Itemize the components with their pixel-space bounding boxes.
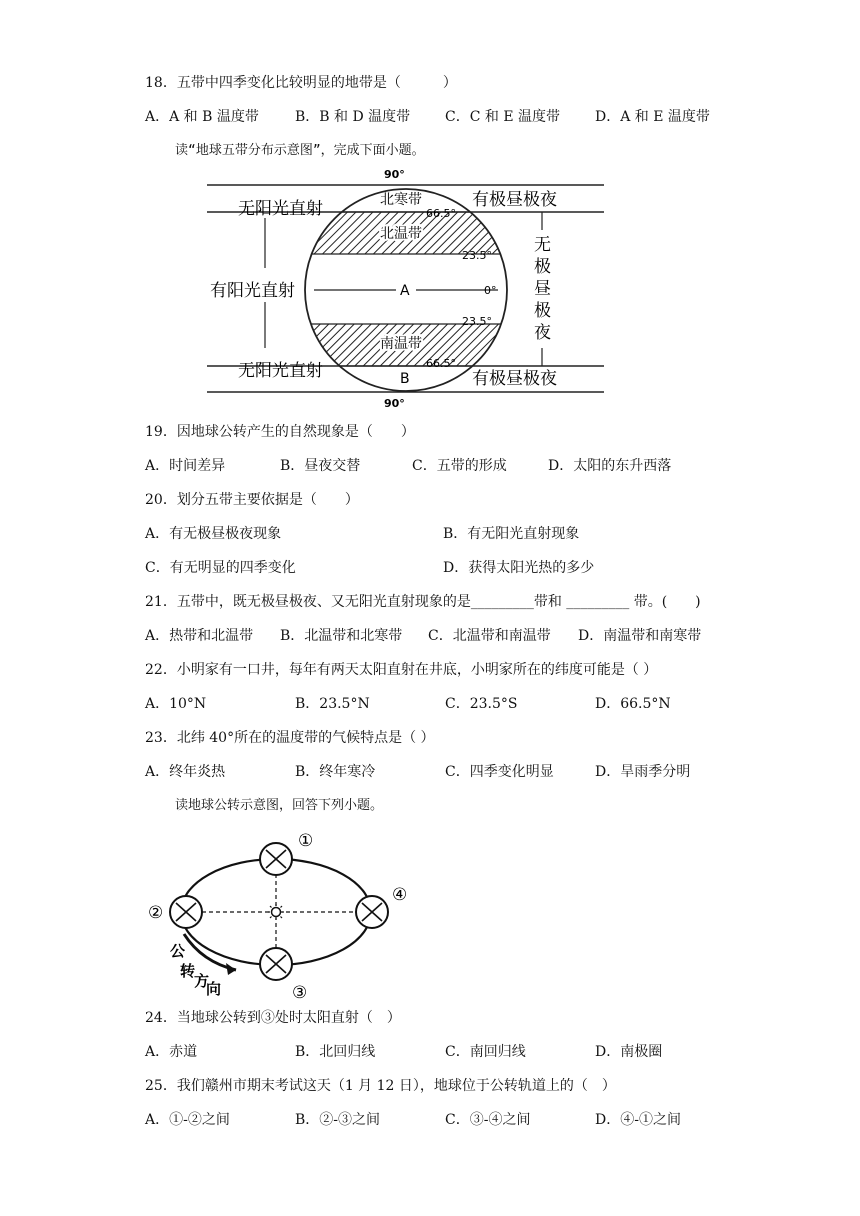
q21-option-c[interactable]: C．北温带和南温带 [428, 628, 551, 644]
q21-option-d[interactable]: D．南温带和南寒带 [578, 628, 702, 644]
right-mid-char-2: 极 [534, 257, 551, 277]
north-temperate-label: 北温带 [380, 226, 422, 242]
left-label-mid: 有阳光直射 [210, 281, 295, 301]
intro-revolution: 读地球公转示意图，回答下列小题。 [175, 798, 384, 813]
label-position-2: ② [148, 903, 164, 923]
deg-66-5-south: 66.5° [426, 357, 456, 370]
q24-option-d[interactable]: D．南极圈 [595, 1044, 663, 1060]
q18-option-c[interactable]: C．C 和 E 温度带 [445, 109, 560, 125]
direction-char-2: 转 [180, 962, 196, 980]
q22-option-c[interactable]: C．23.5°S [445, 696, 518, 712]
q20-option-c[interactable]: C．有无明显的四季变化 [145, 560, 296, 576]
q20-option-b[interactable]: B．有无阳光直射现象 [443, 526, 580, 542]
q25-stem: 25．我们赣州市期末考试这天（1 月 12 日），地球位于公转轨道上的（ ） [145, 1078, 616, 1094]
q18-stem: 18．五带中四季变化比较明显的地带是（ ） [145, 75, 457, 91]
deg-23-5-south: 23.5° [462, 315, 492, 328]
q19-option-b[interactable]: B．昼夜交替 [280, 458, 361, 474]
south-temperate-label: 南温带 [380, 336, 422, 352]
q20-option-a[interactable]: A．有无极昼极夜现象 [145, 526, 282, 542]
q22-option-a[interactable]: A．10°N [145, 696, 207, 712]
q19-option-c[interactable]: C．五带的形成 [412, 458, 507, 474]
q22-option-d[interactable]: D．66.5°N [595, 696, 671, 712]
q23-option-c[interactable]: C．四季变化明显 [445, 764, 554, 780]
deg-23-5-north: 23.5° [462, 249, 492, 262]
q24-option-c[interactable]: C．南回归线 [445, 1044, 526, 1060]
right-label-top: 有极昼极夜 [472, 190, 557, 210]
label-position-1: ① [298, 831, 314, 851]
q25-option-c[interactable]: C．③-④之间 [445, 1112, 531, 1128]
q22-stem: 22．小明家有一口井，每年有两天太阳直射在井底，小明家所在的纬度可能是（ ） [145, 662, 658, 678]
q24-option-b[interactable]: B．北回归线 [295, 1044, 376, 1060]
label-A: A [400, 283, 410, 299]
direction-char-4: 向 [206, 980, 222, 998]
left-label-top: 无阳光直射 [238, 199, 323, 219]
q24-option-a[interactable]: A．赤道 [145, 1044, 198, 1060]
q23-option-d[interactable]: D．旱雨季分明 [595, 764, 691, 780]
q19-option-a[interactable]: A．时间差异 [145, 458, 226, 474]
q25-option-b[interactable]: B．②-③之间 [295, 1112, 381, 1128]
intro-five-zones: 读“地球五带分布示意图”，完成下面小题。 [175, 143, 425, 158]
q23-option-b[interactable]: B．终年寒冷 [295, 764, 376, 780]
direction-char-3: 方 [194, 972, 210, 990]
q25-option-a[interactable]: A．①-②之间 [145, 1112, 230, 1128]
five-zones-diagram [0, 160, 860, 420]
fig1-bottom-degree: 90° [384, 397, 405, 410]
q21-option-b[interactable]: B．北温带和北寒带 [280, 628, 403, 644]
q20-option-d[interactable]: D．获得太阳光热的多少 [443, 560, 595, 576]
q23-option-a[interactable]: A．终年炎热 [145, 764, 226, 780]
earth-revolution-diagram [140, 822, 440, 1002]
q20-stem: 20．划分五带主要依据是（ ） [145, 492, 359, 508]
q21-stem: 21．五带中，既无极昼极夜、又无阳光直射现象的是_________带和 _________ 带。( ) [145, 594, 701, 610]
label-position-4: ④ [392, 885, 408, 905]
right-mid-char-5: 夜 [534, 323, 551, 343]
q18-option-b[interactable]: B．B 和 D 温度带 [295, 109, 411, 125]
q23-stem: 23．北纬 40°所在的温度带的气候特点是（ ） [145, 730, 435, 746]
label-B: B [400, 371, 410, 387]
right-mid-char-4: 极 [534, 301, 551, 321]
direction-char-1: 公 [170, 942, 186, 960]
q25-option-d[interactable]: D．④-①之间 [595, 1112, 681, 1128]
q18-option-d[interactable]: D．A 和 E 温度带 [595, 109, 710, 125]
q24-stem: 24．当地球公转到③处时太阳直射（ ） [145, 1010, 401, 1026]
earth-position-3 [260, 948, 292, 980]
earth-position-2 [170, 896, 202, 928]
q22-option-b[interactable]: B．23.5°N [295, 696, 370, 712]
q19-option-d[interactable]: D．太阳的东升西落 [548, 458, 672, 474]
right-mid-char-1: 无 [534, 235, 551, 255]
earth-position-4 [356, 896, 388, 928]
right-mid-char-3: 昼 [534, 279, 551, 299]
fig1-top-degree: 90° [384, 168, 405, 181]
deg-0: 0° [484, 284, 497, 297]
right-label-bottom: 有极昼极夜 [472, 369, 557, 389]
label-position-3: ③ [292, 983, 308, 1002]
north-frigid-label: 北寒带 [380, 192, 422, 208]
q19-stem: 19．因地球公转产生的自然现象是（ ） [145, 424, 415, 440]
q18-option-a[interactable]: A．A 和 B 温度带 [145, 109, 259, 125]
deg-66-5-north: 66.5° [426, 207, 456, 220]
q21-option-a[interactable]: A．热带和北温带 [145, 628, 254, 644]
left-label-bottom: 无阳光直射 [238, 361, 323, 381]
earth-position-1 [260, 843, 292, 875]
